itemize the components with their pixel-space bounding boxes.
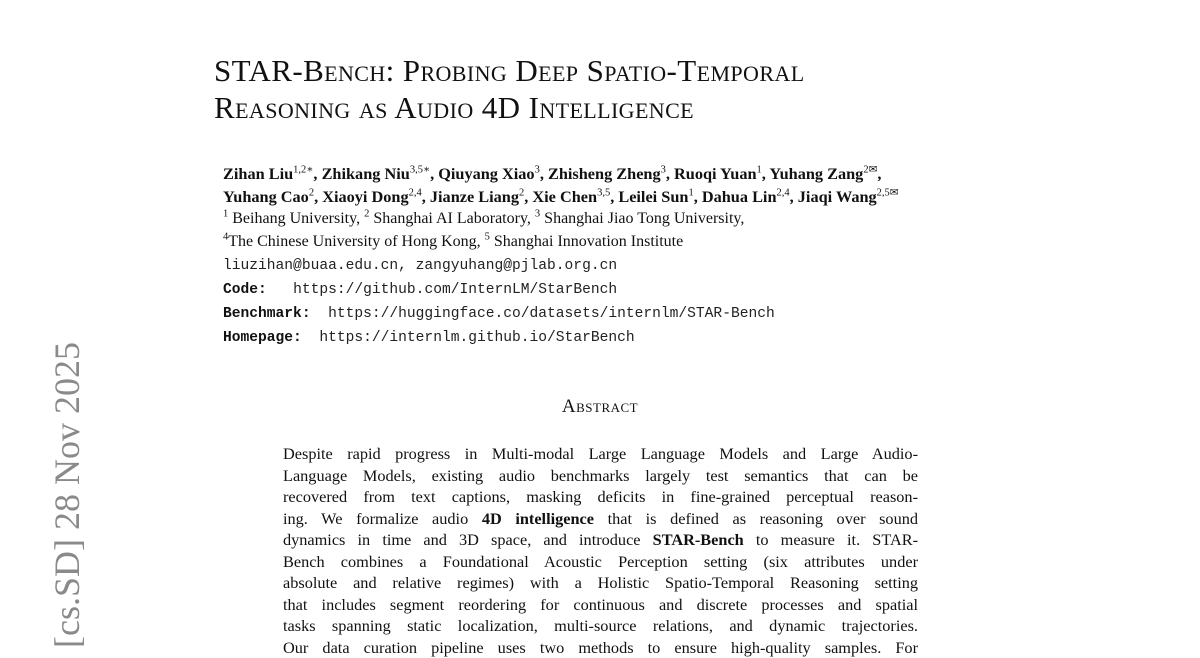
homepage-link[interactable]: https://internlm.github.io/StarBench bbox=[319, 330, 634, 346]
author-name: Qiuyang Xiao bbox=[438, 164, 534, 183]
affiliation-marker: 2 bbox=[364, 209, 369, 220]
abstract-emphasis: STAR-Bench bbox=[653, 530, 744, 549]
abstract-line bbox=[283, 572, 918, 594]
abstract-line bbox=[283, 465, 918, 487]
abstract-text: ing. We formalize audio bbox=[283, 509, 482, 528]
abstract-body bbox=[283, 443, 918, 658]
affiliation-name: Shanghai AI Laboratory, bbox=[369, 210, 535, 227]
author-separator: , bbox=[762, 164, 770, 183]
affiliation-line-2 bbox=[223, 230, 744, 253]
abstract-line bbox=[283, 551, 918, 573]
author-separator: , bbox=[430, 164, 438, 183]
author-affiliation-marker: 3 bbox=[535, 165, 540, 176]
abstract-heading: Abstract bbox=[0, 396, 1200, 418]
benchmark-link[interactable]: https://huggingface.co/datasets/internlm/STAR-Bench bbox=[328, 306, 775, 322]
author-affiliation-marker: 3,5∗ bbox=[410, 165, 430, 176]
paper-title bbox=[214, 52, 1114, 126]
arxiv-identifier-stamp: [cs.SD] 28 Nov 2025 bbox=[49, 342, 85, 648]
author-name: Leilei Sun bbox=[618, 187, 688, 206]
author-affiliation-marker: 1 bbox=[757, 165, 762, 176]
abstract-line bbox=[283, 594, 918, 616]
author-line-1 bbox=[223, 162, 1103, 185]
author-list bbox=[223, 162, 1103, 208]
affiliation-line-1 bbox=[223, 207, 744, 230]
benchmark-label: Benchmark: bbox=[223, 306, 311, 322]
author-affiliation-marker: 1 bbox=[688, 188, 693, 199]
author-line-2 bbox=[223, 185, 1103, 208]
author-name: Zihan Liu bbox=[223, 164, 293, 183]
author-name: Zhikang Niu bbox=[322, 164, 410, 183]
abstract-text: that includes segment reordering for continuous and discrete processes and spatial bbox=[283, 595, 918, 614]
affiliation-marker: 1 bbox=[223, 209, 228, 220]
homepage-label: Homepage: bbox=[223, 330, 302, 346]
abstract-text: Language Models, existing audio benchmarks largely test semantics that can be bbox=[283, 466, 918, 485]
abstract-text: recovered from text captions, masking deficits in fine-grained perceptual reason- bbox=[283, 487, 918, 506]
author-separator: , bbox=[422, 187, 430, 206]
title-line-1: STAR-Bench: Probing Deep Spatio-Temporal bbox=[214, 52, 1114, 89]
author-separator: , bbox=[314, 187, 322, 206]
author-separator: , bbox=[313, 164, 321, 183]
affiliation-marker: 4 bbox=[223, 232, 228, 243]
code-link-row bbox=[223, 278, 775, 302]
author-affiliation-marker: 2✉ bbox=[863, 165, 877, 176]
affiliation-name: The Chinese University of Hong Kong, bbox=[228, 233, 484, 250]
affiliation-marker: 3 bbox=[535, 209, 540, 220]
abstract-line bbox=[283, 615, 918, 637]
code-link[interactable]: https://github.com/InternLM/StarBench bbox=[293, 282, 617, 298]
author-affiliation-marker: 2,5✉ bbox=[877, 188, 899, 199]
author-name: Yuhang Cao bbox=[223, 187, 309, 206]
author-affiliation-marker: 3,5 bbox=[597, 188, 610, 199]
author-affiliation-marker: 1,2∗ bbox=[293, 165, 313, 176]
title-line-2: Reasoning as Audio 4D Intelligence bbox=[214, 89, 1114, 126]
author-affiliation-marker: 2,4 bbox=[777, 188, 790, 199]
contact-and-links bbox=[223, 254, 775, 350]
abstract-line bbox=[283, 637, 918, 658]
abstract-line bbox=[283, 443, 918, 465]
abstract-text: Our data curation pipeline uses two methods to ensure high-quality samples. For bbox=[283, 638, 918, 657]
abstract-text: that is defined as reasoning over sound bbox=[594, 509, 918, 528]
abstract-text: tasks spanning static localization, multi-source relations, and dynamic trajectories. bbox=[283, 616, 918, 635]
abstract-text: absolute and relative regimes) with a Holistic Spatio-Temporal Reasoning setting bbox=[283, 573, 918, 592]
author-affiliation-marker: 2,4 bbox=[409, 188, 422, 199]
abstract-text: Despite rapid progress in Multi-modal Large Language Models and Large Audio- bbox=[283, 444, 918, 463]
affiliations bbox=[223, 207, 744, 253]
author-separator: , bbox=[524, 187, 532, 206]
affiliation-name: Shanghai Innovation Institute bbox=[490, 233, 683, 250]
affiliation-name: Shanghai Jiao Tong University, bbox=[540, 210, 744, 227]
author-name: Jiaqi Wang bbox=[798, 187, 877, 206]
code-label: Code: bbox=[223, 282, 267, 298]
author-name: Xiaoyi Dong bbox=[322, 187, 408, 206]
abstract-line bbox=[283, 508, 918, 530]
author-name: Jianze Liang bbox=[430, 187, 519, 206]
affiliation-name: Beihang University, bbox=[228, 210, 364, 227]
author-separator: , bbox=[790, 187, 798, 206]
author-name: Ruoqi Yuan bbox=[674, 164, 757, 183]
abstract-text: Bench combines a Foundational Acoustic Perception setting (six attributes under bbox=[283, 552, 918, 571]
homepage-link-row bbox=[223, 326, 775, 350]
author-name: Yuhang Zang bbox=[769, 164, 863, 183]
affiliation-marker: 5 bbox=[485, 232, 490, 243]
benchmark-link-row bbox=[223, 302, 775, 326]
author-name: Dahua Lin bbox=[702, 187, 777, 206]
author-name: Zhisheng Zheng bbox=[548, 164, 661, 183]
email-addresses[interactable]: liuzihan@buaa.edu.cn, zangyuhang@pjlab.org.cn bbox=[223, 254, 775, 278]
abstract-text: to measure it. STAR- bbox=[744, 530, 918, 549]
author-separator: , bbox=[694, 187, 702, 206]
author-affiliation-marker: 3 bbox=[661, 165, 666, 176]
abstract-line bbox=[283, 529, 918, 551]
abstract-line bbox=[283, 486, 918, 508]
author-separator: , bbox=[610, 187, 618, 206]
abstract-text: dynamics in time and 3D space, and introduce bbox=[283, 530, 653, 549]
author-separator: , bbox=[666, 164, 674, 183]
author-separator: , bbox=[540, 164, 548, 183]
abstract-emphasis: 4D intelligence bbox=[482, 509, 594, 528]
author-affiliation-marker: 2 bbox=[519, 188, 524, 199]
author-separator: , bbox=[877, 164, 881, 183]
author-affiliation-marker: 2 bbox=[309, 188, 314, 199]
author-name: Xie Chen bbox=[532, 187, 597, 206]
